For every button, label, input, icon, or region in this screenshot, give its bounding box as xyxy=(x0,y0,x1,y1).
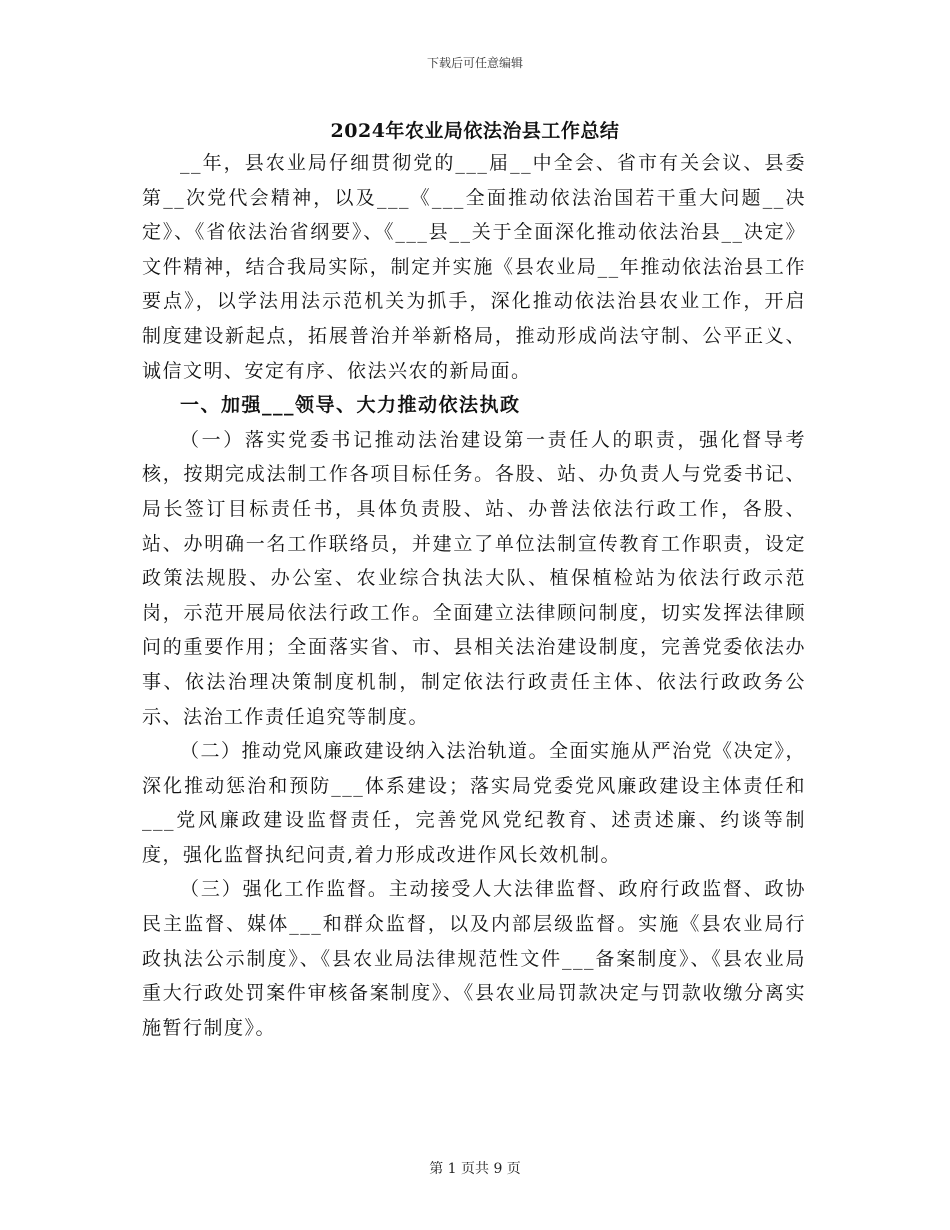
document-title: 2024年农业局依法治县工作总结 xyxy=(330,120,620,142)
intro-paragraph: __年，县农业局仔细贯彻党的___届__中全会、省市有关会议、县委第__次党代会精神，以及___《___全面推动依法治国若干重大问题__决定》、《省依法治省纲要》、《___县__关于全面深化推动依法治县__决定》文件精神，结合我局实际，制定并实施《县农业局__年推动依法治县工作要点》，以学法用法示范机关为抓手，深化推动依法治县农业工作，开启制度建设新起点，拓展普治并举新格局，推动形成尚法守制、公平正义、诚信文明、安定有序、依法兴农的新局面。 xyxy=(142,152,806,382)
paragraph-item-2: （二）推动党风廉政建设纳入法治轨道。全面实施从严治党《决定》，深化推动惩治和预防___体系建设；落实局党委党风廉政建设主体责任和___党风廉政建设监督责任，完善党风党纪教育、述责述廉、约谈等制度，强化监督执纪问责,着力形成改进作风长效机制。 xyxy=(142,740,807,866)
document-body xyxy=(142,146,806,1045)
section-heading-1: 一、加强___领导、大力推动依法执政 xyxy=(180,394,521,417)
paragraph-item-1: （一）落实党委书记推动法治建设第一责任人的职责，强化督导考核，按期完成法制工作各项目标任务。各股、站、办负责人与党委书记、局长签订目标责任书，具体负责股、站、办普法依法行政工作，各股、站、办明确一名工作联络员，并建立了单位法制宣传教育工作职责，设定政策法规股、办公室、农业综合执法大队、植保植检站为依法行政示范岗，示范开展局依法行政工作。全面建立法律顾问制度，切实发挥法律顾问的重要作用；全面落实省、市、县相关法治建设制度，完善党委依法办事、依法治理决策制度机制，制定依法行政责任主体、依法行政政务公示、法治工作责任追究等制度。 xyxy=(142,428,806,728)
paragraph-item-3: （三）强化工作监督。主动接受人大法律监督、政府行政监督、政协民主监督、媒体___和群众监督，以及内部层级监督。实施《县农业局行政执法公示制度》、《县农业局法律规范性文件___备案制度》、《县农业局重大行政处罚案件审核备案制度》、《县农业局罚款决定与罚款收缴分离实施暂行制度》。 xyxy=(142,878,806,1039)
page-header-note: 下载后可任意编辑 xyxy=(426,56,523,70)
page-footer: 第 1 页共 9 页 xyxy=(429,1161,521,1177)
